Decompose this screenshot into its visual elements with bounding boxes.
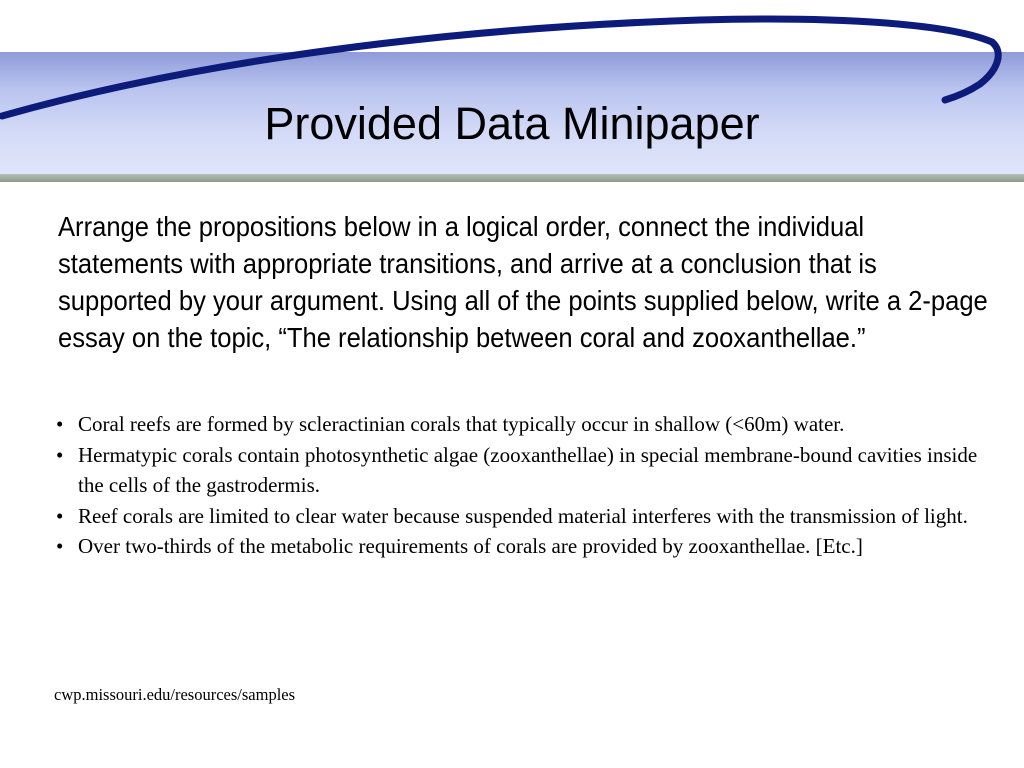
list-item <box>56 501 986 532</box>
title-band-edge <box>0 174 1024 182</box>
list-item-text: Reef corals are limited to clear water because suspended material interferes with the transmission of light. <box>78 503 968 528</box>
list-item-text: Over two-thirds of the metabolic requirements of corals are provided by zooxanthellae. [Etc.] <box>78 534 863 558</box>
bullet-icon: • <box>56 534 64 558</box>
source-citation: cwp.missouri.edu/resources/samples <box>54 685 296 704</box>
list-item <box>56 531 986 562</box>
bullet-icon: • <box>56 412 64 436</box>
propositions-list <box>56 409 986 562</box>
list-item-text: Hermatypic corals contain photosynthetic algae (zooxanthellae) in special membrane-bound cavities inside the cells of the gastrodermis. <box>78 442 978 497</box>
list-item <box>56 409 986 440</box>
list-item <box>56 440 986 501</box>
slide-title: Provided Data Minipaper <box>264 98 760 149</box>
intro-paragraph: Arrange the propositions below in a logical order, connect the individual statements with appropriate transitions, and arrive at a conclusion that is supported by your argument. Using all of the points supplied below, write a 2-page essay on the topic, “The relationship between coral and zooxanthellae.” <box>58 211 988 353</box>
bullet-icon: • <box>56 503 64 528</box>
bullet-icon: • <box>56 442 64 467</box>
list-item-text: Coral reefs are formed by scleractinian corals that typically occur in shallow (<60m) water. <box>78 412 845 436</box>
